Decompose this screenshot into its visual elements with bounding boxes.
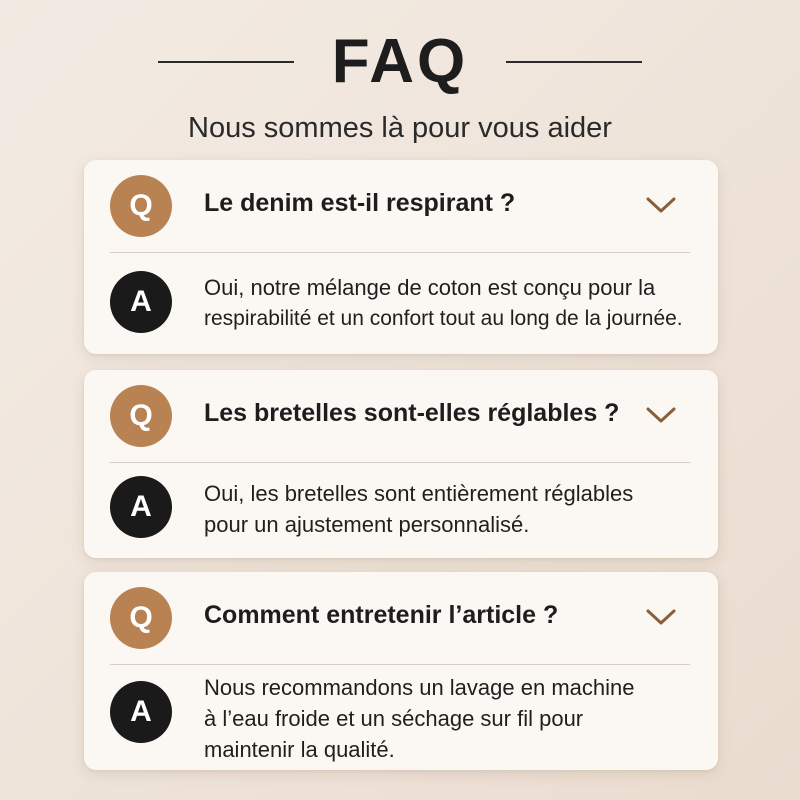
answer-badge: A — [110, 681, 172, 743]
faq-question: Le denim est-il respirant ? — [204, 189, 516, 217]
chevron-down-icon[interactable] — [644, 400, 678, 430]
faq-question-row[interactable] — [84, 572, 718, 664]
page-subtitle: Nous sommes là pour vous aider — [188, 112, 612, 144]
answer-line: Oui, les bretelles sont entièrement réglables — [204, 481, 634, 506]
title-row — [0, 22, 800, 102]
page-title: FAQ — [331, 27, 469, 96]
answer-line: maintenir la qualité. — [204, 737, 395, 762]
faq-item — [84, 572, 718, 770]
faq-item — [84, 370, 718, 558]
faq-question-row[interactable] — [84, 370, 718, 462]
title-left-rule — [158, 61, 294, 63]
faq-header — [0, 22, 800, 145]
faq-answer — [204, 672, 714, 765]
faq-answer — [204, 478, 714, 540]
faq-item — [84, 160, 718, 354]
answer-line: pour un ajustement personnalisé. — [204, 512, 530, 537]
answer-line: Nous recommandons un lavage en machine — [204, 675, 635, 700]
question-badge: Q — [110, 587, 172, 649]
answer-badge: A — [110, 476, 172, 538]
title-right-rule — [506, 61, 642, 63]
faq-answer — [204, 272, 714, 334]
question-badge: Q — [110, 385, 172, 447]
question-badge: Q — [110, 175, 172, 237]
faq-divider — [110, 462, 690, 463]
chevron-down-icon[interactable] — [644, 190, 678, 220]
faq-question: Comment entretenir l’article ? — [204, 601, 559, 629]
faq-question-row[interactable] — [84, 160, 718, 252]
faq-divider — [110, 252, 690, 253]
answer-badge: A — [110, 271, 172, 333]
faq-question: Les bretelles sont-elles réglables ? — [204, 399, 620, 427]
answer-line: respirabilité et un confort tout au long de la journée. — [204, 307, 683, 330]
answer-line: à l’eau froide et un séchage sur fil pour — [204, 706, 584, 731]
chevron-down-icon[interactable] — [644, 602, 678, 632]
faq-divider — [110, 664, 690, 665]
answer-line: Oui, notre mélange de coton est conçu pour la — [204, 275, 656, 300]
